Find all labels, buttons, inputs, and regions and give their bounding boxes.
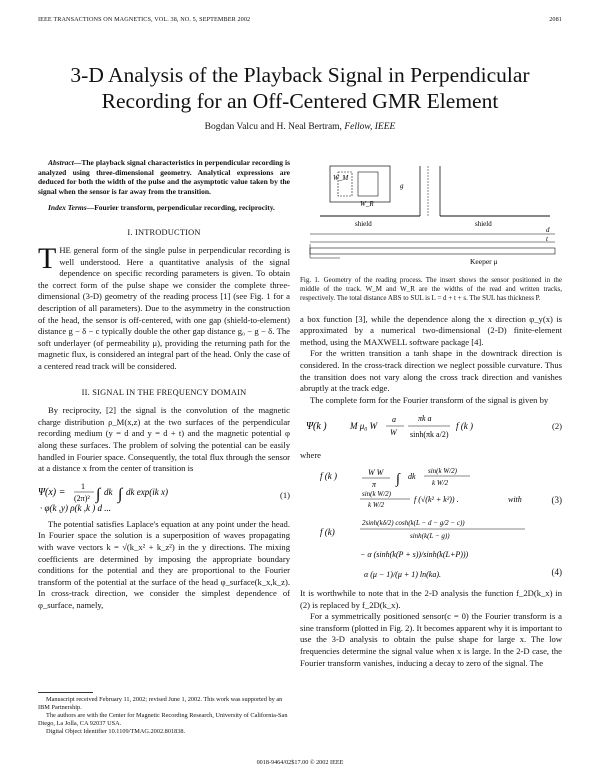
right-paragraph-3: The complete form for the Fourier transform of the signal is given by xyxy=(310,394,549,405)
equation-1-graphic xyxy=(38,478,290,516)
where-text: where xyxy=(300,450,321,461)
section-1-title: I. INTRODUCTION xyxy=(127,227,201,237)
index-terms-text: —Fourier transform, perpendicular recording, reciprocity. xyxy=(86,202,275,212)
figure-1-label: Fig. 1. xyxy=(300,276,320,284)
svg-text:sin(k W/2): sin(k W/2) xyxy=(362,489,391,498)
section-2-title: II. SIGNAL IN THE FREQUENCY DOMAIN xyxy=(81,387,247,397)
svg-text:sin(k W/2): sin(k W/2) xyxy=(428,466,457,475)
svg-text:a: a xyxy=(392,415,396,425)
equation-2 xyxy=(300,409,562,447)
svg-text:∫: ∫ xyxy=(396,471,400,487)
svg-text:sinh(k(L − g)): sinh(k(L − g)) xyxy=(410,531,450,540)
right-paragraph-2: For the written transition a tanh shape in the downtrack direction is considered. In the cross-track direction we neglect possible curvature. Thus the transition does not vary along the cross track direction and vanishes abruptly at the track edge. xyxy=(300,348,562,394)
svg-text:f (k): f (k) xyxy=(320,526,335,537)
svg-text:· φ(k ,y) ρ(k ,k ) d .: · φ(k ,y) ρ(k ,k ) d ... xyxy=(40,502,112,513)
figure-1-caption-text: Geometry of the reading process. The insert shows the sensor positioned in the middle of the track. W_M and W_R are the widths of the read and written tracks, respectively. The total distance ABS to SUL is L = d + t + s. The SUL has thickness P. xyxy=(300,276,562,303)
label-g: g xyxy=(400,182,404,190)
equation-3-4-graphic xyxy=(300,465,562,585)
equation-4-number: (4) xyxy=(551,566,562,577)
footnote-3: Digital Object Identifier 10.1109/TMAG.2002.801838. xyxy=(46,728,186,735)
page-footer: 0018-9464/02$17.00 © 2002 IEEE xyxy=(256,759,344,766)
title-line-2: Recording for an Off-Centered GMR Element xyxy=(101,89,499,113)
svg-text:π: π xyxy=(372,479,377,489)
abstract xyxy=(38,158,290,213)
abstract-label: Abstract xyxy=(48,158,74,167)
inset-box xyxy=(330,166,390,202)
svg-text:∫: ∫ xyxy=(96,485,101,503)
paper-title xyxy=(30,62,570,114)
left-column xyxy=(38,158,290,612)
svg-text:dk: dk xyxy=(104,486,113,497)
svg-text:dk exp(ik x): dk exp(ik x) xyxy=(126,486,168,497)
svg-text:W W: W W xyxy=(368,467,384,477)
section-2-paragraph-1: By reciprocity, [2] the signal is the convolution of the magnetic charge distribution ρ_M(x,z) at the two surfaces of the perpendicular recording medium (y = d and y = d + t) and the magnetic potential φ along these surfaces. The problem of solving the potential can be easily handled in Fourier space. Consequently, the total flux through the sensor at a distance x from the center of transition is xyxy=(38,405,290,474)
abstract-text: —The playback signal characteristics in perpendicular recording is analyzed using three-dimensional geometry. Analytical expressions are deduced for both the width of the pulse and the asymptotic value taken by the signal when the sensor is far away from the transition. xyxy=(38,158,290,197)
label-keeper: Keeper μ xyxy=(470,257,498,266)
label-shield-right: shield xyxy=(475,220,492,228)
svg-text:Ψ(x) =: Ψ(x) = xyxy=(38,486,66,498)
right-paragraph-1: a box function [3], while the dependence along the x direction φ_y(x) is approximated by a numerical two-dimensional (2-D) finite-element method, using the MAXWELL software package [4]. xyxy=(300,313,562,347)
title-line-1: 3-D Analysis of the Playback Signal in Perpendicular xyxy=(70,63,530,87)
page-number: 2081 xyxy=(549,16,562,23)
svg-text:M μ₀ W: M μ₀ W xyxy=(350,421,378,432)
footnote-2: The authors are with the Center for Magnetic Recording Research, University of California-San Diego, La Jolla, CA 92037 USA. xyxy=(38,712,288,727)
svg-text:sinh(πk a/2): sinh(πk a/2) xyxy=(410,430,449,440)
label-shield-left: shield xyxy=(355,220,372,228)
drop-cap: T xyxy=(38,242,57,276)
svg-text:− α (sinh(k(P + s))/sinh(k(L+P: − α (sinh(k(P + s))/sinh(k(L+P))) xyxy=(360,549,469,559)
author-names: Bogdan Valcu and H. Neal Bertram, xyxy=(204,122,342,132)
svg-text:f (k ): f (k ) xyxy=(320,470,337,481)
label-t: t xyxy=(546,235,548,243)
equation-1-number: (1) xyxy=(279,489,290,500)
figure-1 xyxy=(300,158,562,270)
footnote-1: Manuscript received February 11, 2002; revised June 1, 2002. This work was supported by an IBM Partnership. xyxy=(38,696,283,711)
footnotes xyxy=(38,696,290,736)
svg-text:f (√(k² + k²)) .: f (√(k² + k²)) . xyxy=(414,494,459,504)
label-wm: W_M xyxy=(333,174,349,182)
equation-2-graphic xyxy=(300,409,562,447)
svg-text:πk a: πk a xyxy=(418,414,432,424)
intro-paragraph xyxy=(38,242,290,373)
svg-text:∫: ∫ xyxy=(118,485,123,503)
equation-2-number: (2) xyxy=(551,421,562,432)
authors xyxy=(0,122,600,132)
right-paragraph-4: It is worthwhile to note that in the 2-D analysis the function f_2D(k_x) in (2) is replaced by f_2D(k_x). xyxy=(300,587,562,610)
svg-text:k W/2: k W/2 xyxy=(432,478,449,487)
running-header xyxy=(38,16,562,23)
svg-text:f (k ): f (k ) xyxy=(456,421,473,432)
journal-name: IEEE TRANSACTIONS ON MAGNETICS, VOL. 38, NO. 5, SEPTEMBER 2002 xyxy=(38,16,251,23)
equation-3-4-block xyxy=(300,465,562,585)
right-column xyxy=(300,158,562,669)
figure-1-caption xyxy=(300,276,562,304)
label-wr: W_R xyxy=(360,200,374,208)
label-d: d xyxy=(546,226,550,234)
svg-text:2sinh(kδ/2) cosh(k(L − d − g/2: 2sinh(kδ/2) cosh(k(L − d − g/2 − c)) xyxy=(362,518,465,527)
intro-text: HE general form of the single pulse in perpendicular recording is well understood. Here a quantitative analysis of the signal dependence on specific recording parameters is given. To obtain the correct form of the pulse shape we consider the complete three-dimensional (3-D) geometry of the reading process [1] (see Fig. 1 for a description of all parameters). Due to the asymmetry in the construction of the head, the sensor is off-centered, with one gap (shield-to-element) distance g − δ − c typically double the other gap distance g₀ − g − δ. The soft underlayer (of permeability μ), providing the returning path for the magnetic flux, is considered an integral part of the head. Only the case of a centered read track will be considered. xyxy=(38,245,290,372)
equation-1 xyxy=(38,478,290,516)
right-paragraph-5: For a symmetrically positioned sensor(c = 0) the Fourier transform is a sine transform (plotted in Fig. 2). It becomes apparent why it is important to use the 3-D analysis to obtain the pulse shape for large x. The low frequencies determine the signal value when x is large. In the 2-D case, the Fourier transform vanishes, inducing a decay to zero of the signal. The xyxy=(300,611,562,668)
with-label: with xyxy=(508,494,522,504)
author-fellow: Fellow, IEEE xyxy=(344,122,396,132)
footnote-rule xyxy=(38,692,93,693)
svg-text:α (μ − 1)/(μ + 1) ln(ka: α (μ − 1)/(μ + 1) ln(ka). xyxy=(364,569,442,579)
svg-text:W: W xyxy=(390,428,397,438)
svg-text:Ψ(k ): Ψ(k ) xyxy=(306,421,327,433)
svg-text:k W/2: k W/2 xyxy=(368,500,385,509)
figure-1-diagram xyxy=(300,158,562,270)
svg-text:(2π)²: (2π)² xyxy=(74,493,90,503)
svg-text:dk: dk xyxy=(408,471,416,481)
equation-3-number: (3) xyxy=(551,494,562,505)
section-2-paragraph-2: The potential satisfies Laplace's equation at any point under the head. In Fourier space the solution is a superposition of waves propagating with wave vectors k = √(k_x² + k_z²) in the y directions. The mixing coefficients are determined by imposing the appropriate boundary conditions for the potential and they are proportional to the Fourier transform of the potential at the surface of the head φ_surface(k_x,k_z). In cross-track direction, we consider the simplest dependence of φ_surface, namely, xyxy=(38,518,290,610)
svg-text:1: 1 xyxy=(81,481,85,491)
index-terms-label: Index Terms xyxy=(48,202,87,212)
